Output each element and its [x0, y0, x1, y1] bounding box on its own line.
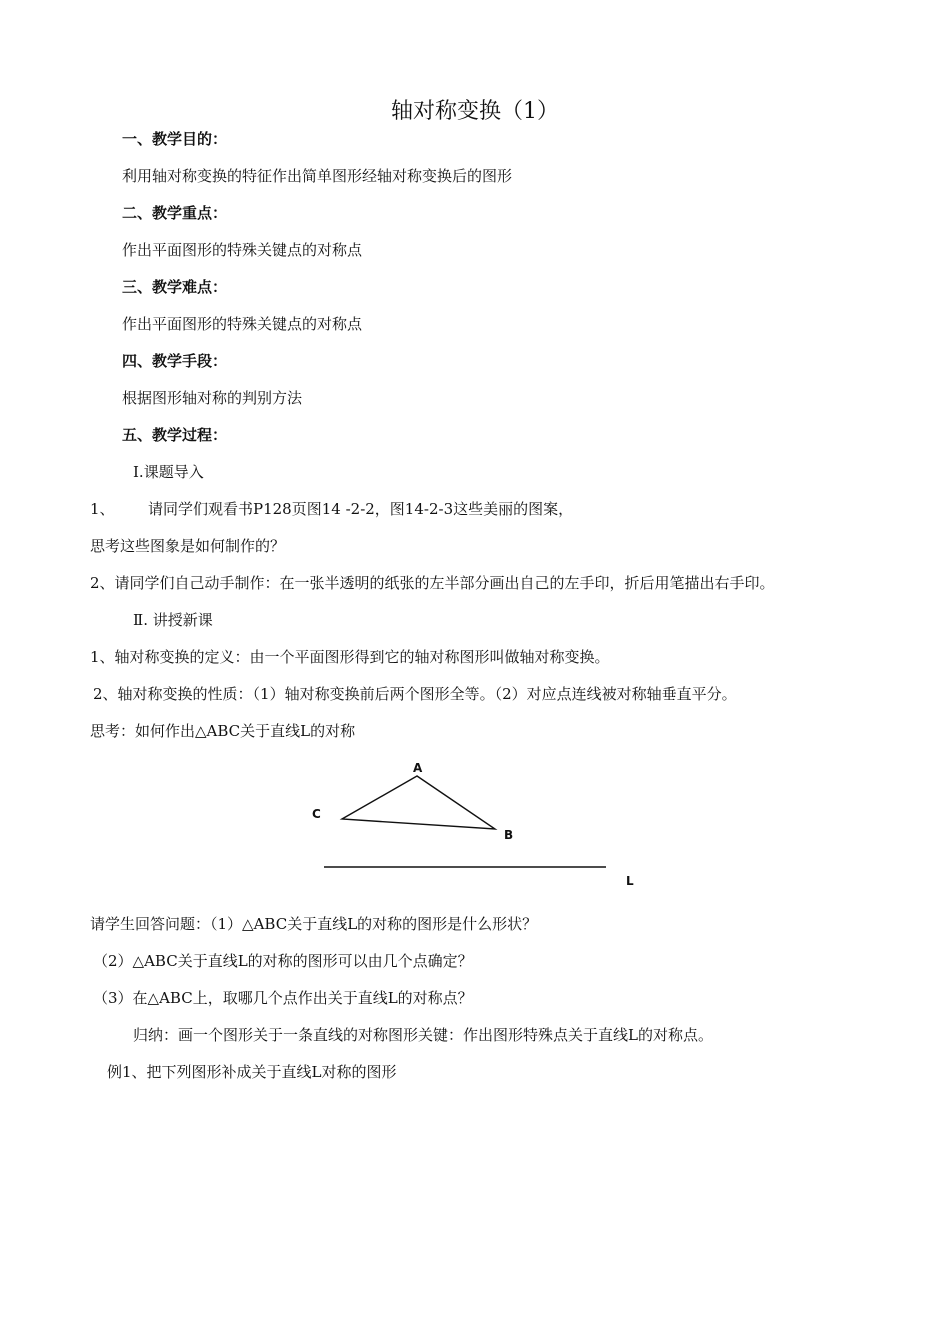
vertex-a-label: A	[413, 761, 423, 775]
focus-text: 作出平面图形的特殊关键点的对称点	[122, 241, 363, 259]
triangle-figure	[300, 755, 660, 890]
item1-continuation: 思考这些图象是如何制作的？	[90, 537, 286, 555]
line-l-label: L	[626, 874, 634, 888]
definition-1: 1、轴对称变换的定义：由一个平面图形得到它的轴对称图形叫做轴对称变换。	[90, 648, 610, 666]
triangle-abc	[342, 776, 495, 829]
difficulty-heading: 三、教学难点：	[122, 278, 228, 296]
page-title: 轴对称变换（1）	[391, 99, 559, 124]
focus-heading: 二、教学重点：	[122, 204, 228, 222]
part1-heading: Ⅰ.课题导入	[133, 463, 204, 481]
item1-text: 请同学们观看书P128页图14 -2-2，图14-2-3这些美丽的图案，	[148, 500, 574, 518]
means-text: 根据图形轴对称的判别方法	[122, 389, 303, 407]
definition-2: 2、轴对称变换的性质：（1）轴对称变换前后两个图形全等。（2）对应点连线被对称轴垂直平分。	[93, 685, 737, 703]
question-3: （3）在△ABC上，取哪几个点作出关于直线L的对称点？	[93, 989, 473, 1007]
example-1: 例1、把下列图形补成关于直线L对称的图形	[107, 1063, 397, 1081]
summary-text: 归纳：画一个图形关于一条直线的对称图形关键：作出图形特殊点关于直线L的对称点。	[133, 1026, 713, 1044]
item2-text: 2、请同学们自己动手制作：在一张半透明的纸张的左半部分画出自己的左手印，折后用笔描出右手印。	[90, 574, 775, 592]
difficulty-text: 作出平面图形的特殊关键点的对称点	[122, 315, 363, 333]
vertex-c-label: C	[312, 807, 321, 821]
think-question: 思考：如何作出△ABC关于直线L的对称	[90, 722, 356, 740]
process-heading: 五、教学过程：	[122, 426, 228, 444]
vertex-b-label: B	[504, 828, 514, 842]
part2-heading: Ⅱ. 讲授新课	[133, 611, 213, 629]
means-heading: 四、教学手段：	[122, 352, 228, 370]
goal-text: 利用轴对称变换的特征作出简单图形经轴对称变换后的图形	[122, 167, 513, 185]
question-2: （2）△ABC关于直线L的对称的图形可以由几个点确定？	[93, 952, 473, 970]
goal-heading: 一、教学目的：	[122, 130, 228, 148]
item1-number: 1、	[90, 500, 115, 518]
question-1: 请学生回答问题：（1）△ABC关于直线L的对称的图形是什么形状？	[90, 915, 538, 933]
